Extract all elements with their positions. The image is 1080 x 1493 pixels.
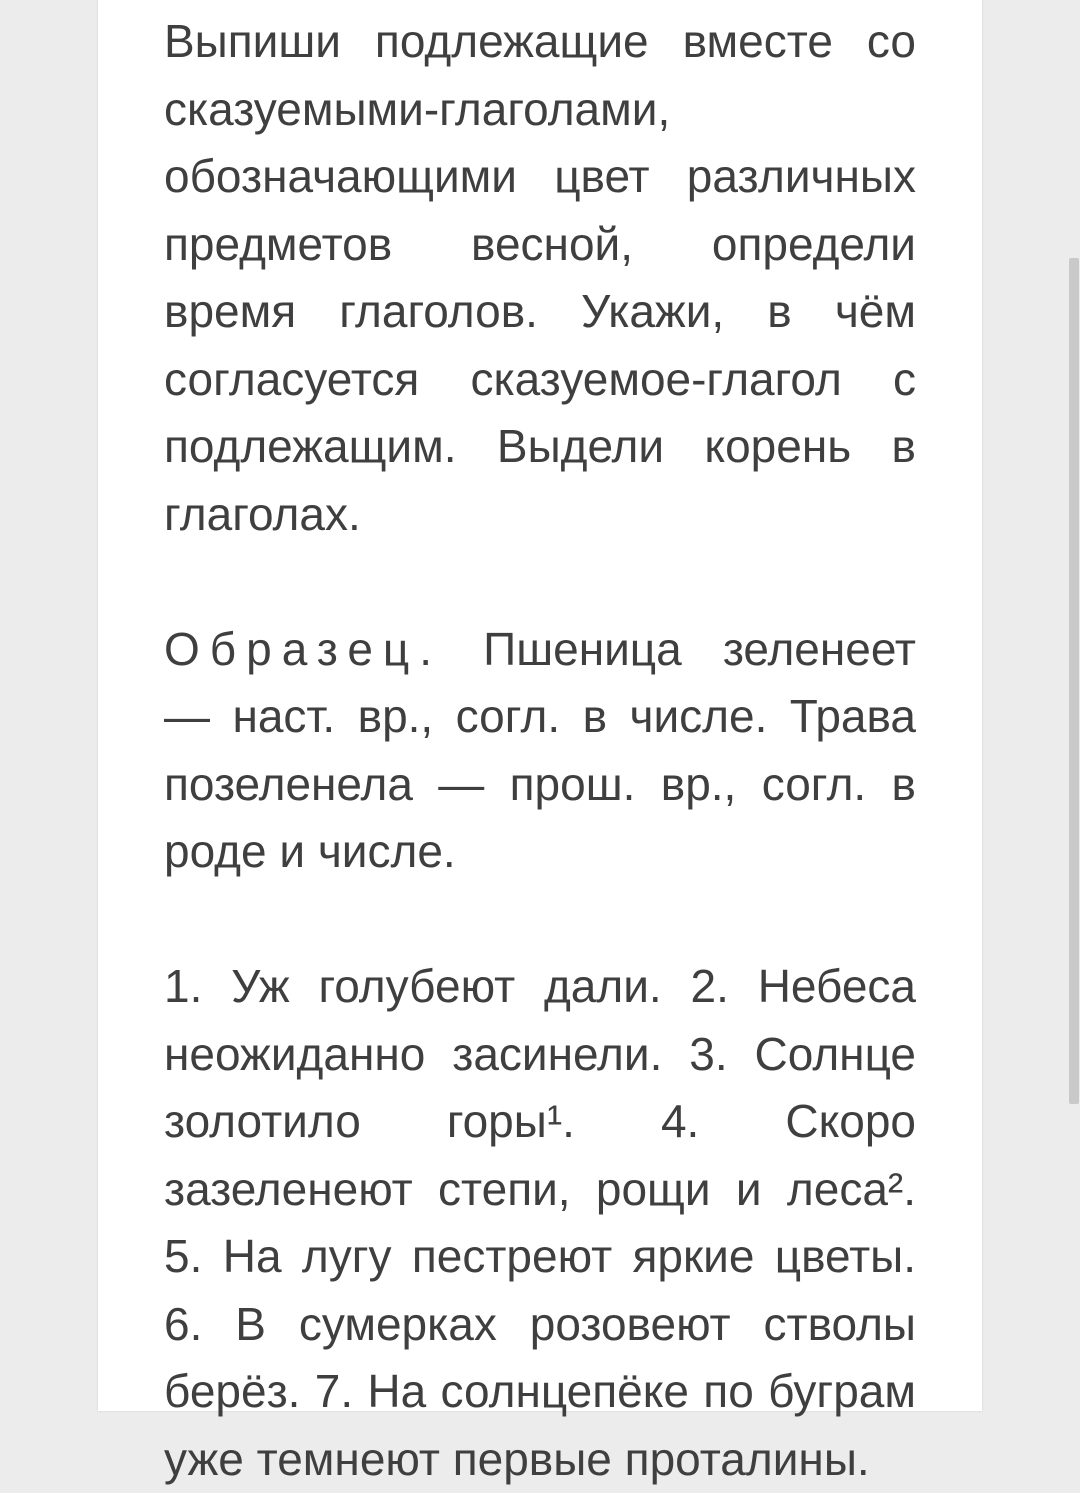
exercise-sentences: 1. Уж голубеют дали. 2. Небеса неожиданно засинели. 3. Солнце золотило горы¹. 4. Скоро зазеленеют степи, рощи и леса². 5. На лугу пестреют яркие цветы. 6. В сумерках розовеют стволы берёз. 7. На солнцепёке по буграм уже темнеют первые проталины. (164, 960, 916, 1485)
paragraph-gap (164, 886, 916, 954)
scrollbar-thumb[interactable] (1069, 258, 1079, 1104)
sample-label: Образец. (164, 622, 443, 675)
paragraph-gap (164, 548, 916, 616)
exercise-instruction: Выпиши подлежащие вместе со сказуемыми-глаголами, обозначающими цвет различных предметов весной, определи время глаголов. Укажи, в чём согласуется сказуемое-глагол с подлежащим. Выдели корень в глаголах. (164, 15, 916, 540)
vertical-scrollbar[interactable] (1066, 0, 1080, 1411)
exercise-sample (164, 616, 916, 886)
document-page (98, 0, 982, 1485)
sample-text: Пшеница зеленеет — наст. вр., согл. в числе. Трава позеленела — прош. вр., согл. в роде и числе. (164, 622, 916, 877)
exercise-text (164, 8, 916, 1493)
